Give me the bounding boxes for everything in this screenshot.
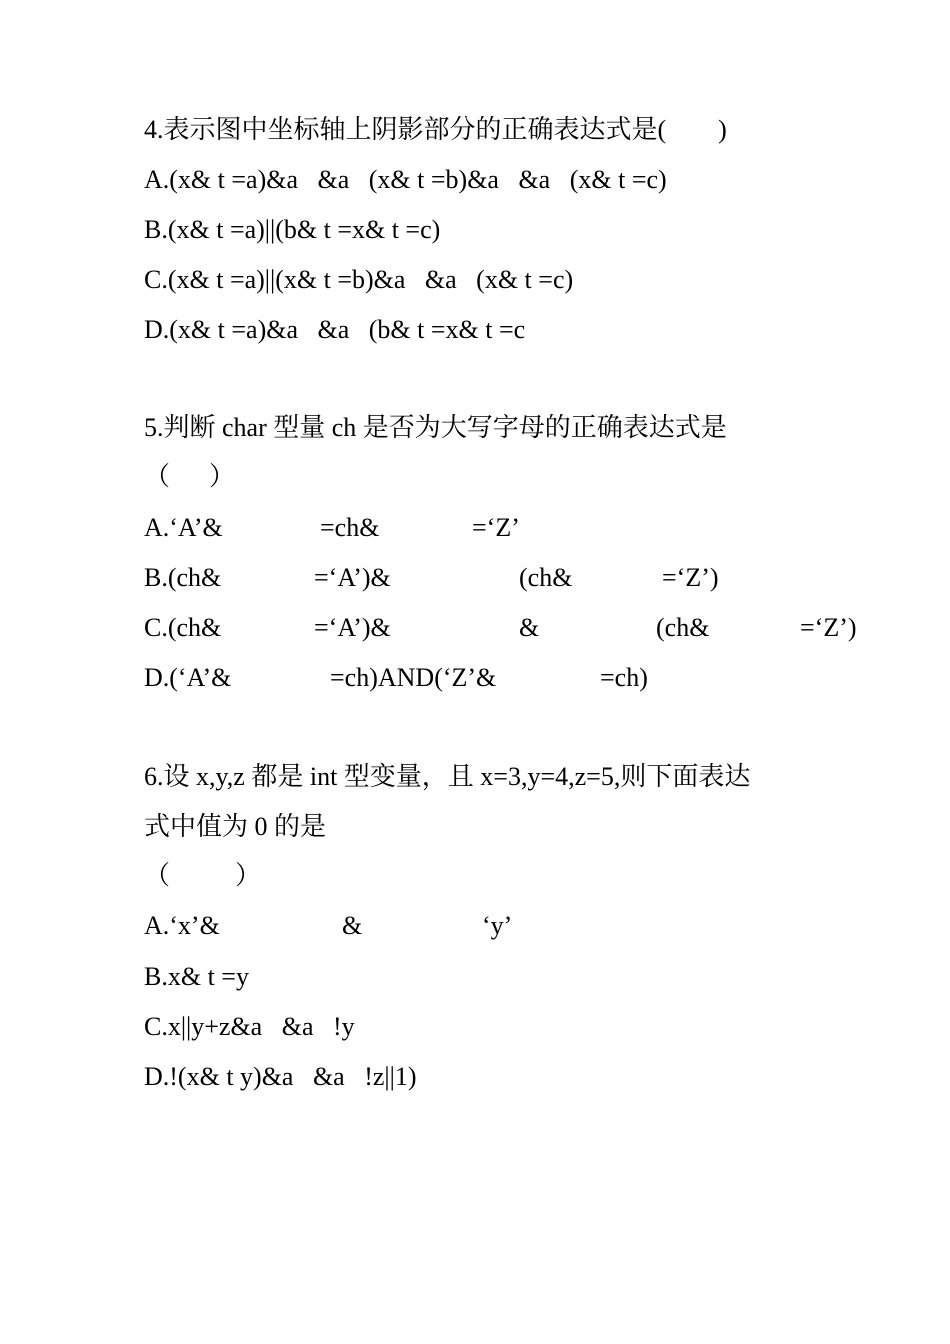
question-4-option-a: A.(x& t =a)&a &a (x& t =b)&a &a (x& t =c) — [144, 165, 667, 194]
question-4-option-d: D.(x& t =a)&a &a (b& t =x& t =c — [144, 315, 526, 344]
option-segment: D.(‘A’& — [144, 663, 232, 692]
option-segment: =‘A’)& — [314, 563, 391, 592]
option-segment: =‘Z’ — [472, 513, 520, 542]
question-6-stem-line-1: 6.设 x,y,z 都是 int 型变量，且 x=3,y=4,z=5,则下面表达 — [144, 762, 751, 791]
question-6-option-b: B.x& t =y — [144, 962, 249, 991]
question-6-stem-line-2: 式中值为 0 的是 — [144, 812, 327, 841]
question-5-stem: 5.判断 char 型量 ch 是否为大写字母的正确表达式是 — [144, 413, 727, 442]
option-segment: =‘Z’) — [662, 563, 719, 592]
option-segment: B.(ch& — [144, 563, 222, 592]
option-segment: (ch& — [656, 613, 710, 642]
option-segment: & — [519, 613, 540, 642]
option-segment: =ch& — [320, 513, 380, 542]
option-segment: =‘Z’) — [800, 613, 857, 642]
option-segment: =ch) — [600, 663, 648, 692]
option-segment: =ch)AND(‘Z’& — [330, 663, 497, 692]
option-segment: ‘y’ — [482, 911, 513, 940]
question-4-stem: 4.表示图中坐标轴上阴影部分的正确表达式是( ) — [144, 115, 727, 144]
question-6-option-d: D.!(x& t y)&a &a !z||1) — [144, 1062, 417, 1091]
question-4-option-b: B.(x& t =a)||(b& t =x& t =c) — [144, 215, 441, 244]
option-segment: C.(ch& — [144, 613, 222, 642]
option-segment: A.‘x’& — [144, 911, 220, 940]
question-5-answer-blank: （ ） — [144, 462, 236, 491]
question-4-option-c: C.(x& t =a)||(x& t =b)&a &a (x& t =c) — [144, 265, 574, 294]
option-segment: (ch& — [519, 563, 573, 592]
option-segment: & — [342, 911, 363, 940]
option-segment: =‘A’)& — [314, 613, 391, 642]
question-6-option-c: C.x||y+z&a &a !y — [144, 1012, 355, 1041]
question-6-answer-blank: （ ） — [144, 861, 262, 890]
option-segment: A.‘A’& — [144, 513, 223, 542]
